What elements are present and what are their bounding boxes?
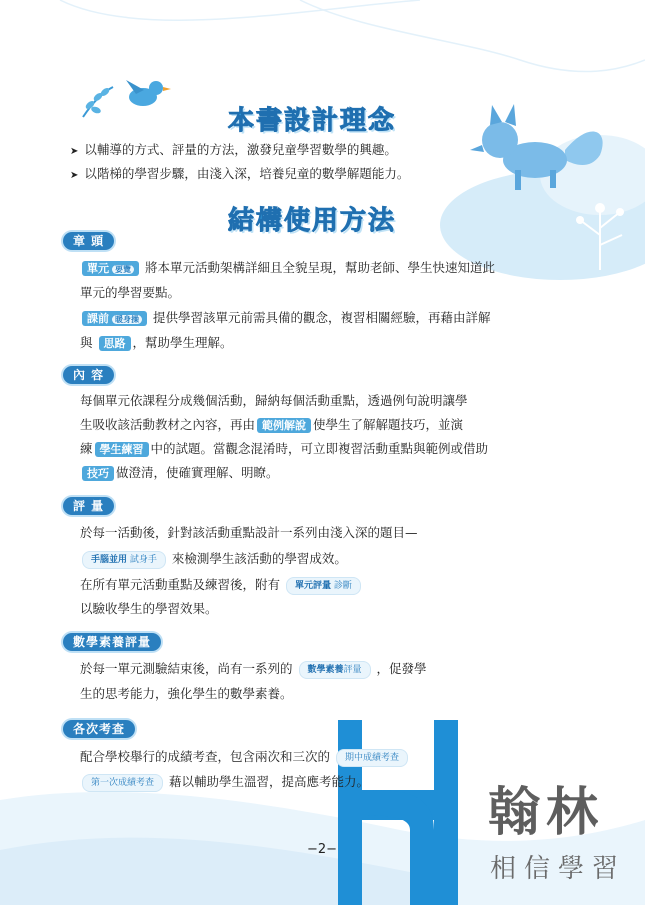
chapter-line-2: 單元的學習要點。 [80, 285, 181, 300]
exams-line-1: 配合學校舉行的成績考查，包含兩次和三次的 期中成績考查 [80, 747, 410, 767]
section-assessment-label: 評 量 [63, 497, 114, 515]
content-line-1: 每個單元依課程分成幾個活動，歸納每個活動重點，透過例句說明讓學 [80, 393, 468, 408]
unit-overview-tag: 單元 要覽 [82, 261, 139, 276]
chapter-line-3: 課前 暖身操 提供學習該單元前需具備的觀念，複習相關經驗，再藉由詳解 [80, 308, 491, 326]
section-exams-label: 各次考查 [63, 720, 135, 738]
warmup-tag: 課前 暖身操 [82, 311, 147, 326]
practice-tag: 學生練習 [95, 442, 149, 457]
content-line-3: 練 學生練習 中的試題。當觀念混淆時，可立即複習活動重點與範例或借助 [80, 441, 489, 456]
page-number: −2− [307, 842, 338, 857]
logo-brand-name: 翰林 [488, 783, 605, 843]
first-exam-strip: 第一次成績考查 [82, 774, 163, 792]
literacy-line-1: 於每一單元測驗結束後，尚有一系列的 數學素養評量 ，促發學 [80, 659, 427, 679]
content-line-2: 生吸收該活動教材之內容，再由 範例解說 使學生了解解題技巧，並演 [80, 417, 464, 432]
chapter-line-1: 單元 要覽 將本單元活動架構詳細且全貌呈現，幫助老師、學生快速知道此 [80, 258, 495, 276]
chapter-line-4: 與 思路 ，幫助學生理解。 [80, 335, 233, 350]
exams-line-2: 第一次成績考查 藉以輔助學生溫習，提高應考能力。 [80, 772, 369, 792]
thinking-tag: 思路 [99, 336, 131, 351]
content-line-4: 技巧 做澄清，使確實理解、明瞭。 [80, 463, 279, 481]
bird-and-leaves-illustration [78, 72, 173, 122]
assessment-line-3: 在所有單元活動重點及練習後，附有 單元評量 診斷 [80, 575, 363, 595]
hands-on-strip: 手腦並用 試身手 [82, 551, 166, 569]
philosophy-title: 本書設計理念 [228, 106, 397, 136]
logo-slogan: 相信學習 [490, 854, 627, 884]
literacy-line-2: 生的思考能力，強化學生的數學素養。 [80, 686, 293, 701]
unit-assessment-strip: 單元評量 診斷 [286, 577, 361, 595]
usage-title: 結構使用方法 [228, 206, 397, 236]
example-tag: 範例解說 [257, 418, 311, 433]
assessment-line-4: 以驗收學生的學習效果。 [80, 601, 218, 616]
philosophy-bullet-2: ➤ 以階梯的學習步驟，由淺入深，培養兒童的數學解題能力。 [70, 166, 410, 181]
arrow-right-icon: ➤ [70, 170, 79, 181]
fox-illustration [470, 100, 610, 200]
section-content-label: 內 容 [63, 366, 114, 384]
philosophy-bullet-1: ➤ 以輔導的方式、評量的方法，激發兒童學習數學的興趣。 [70, 142, 397, 157]
literacy-strip: 數學素養評量 [299, 661, 371, 679]
assessment-line-2: 手腦並用 試身手 來檢測學生該活動的學習成效。 [80, 549, 347, 569]
midterm-strip: 期中成績考查 [336, 749, 408, 767]
tree-decoration [560, 190, 640, 270]
section-literacy-label: 數學素養評量 [63, 633, 161, 651]
section-chapter-label: 章 頭 [63, 232, 114, 250]
arrow-right-icon: ➤ [70, 146, 79, 157]
skill-tag: 技巧 [82, 466, 114, 481]
assessment-line-1: 於每一活動後，針對該活動重點設計一系列由淺入深的題目— [80, 525, 418, 540]
